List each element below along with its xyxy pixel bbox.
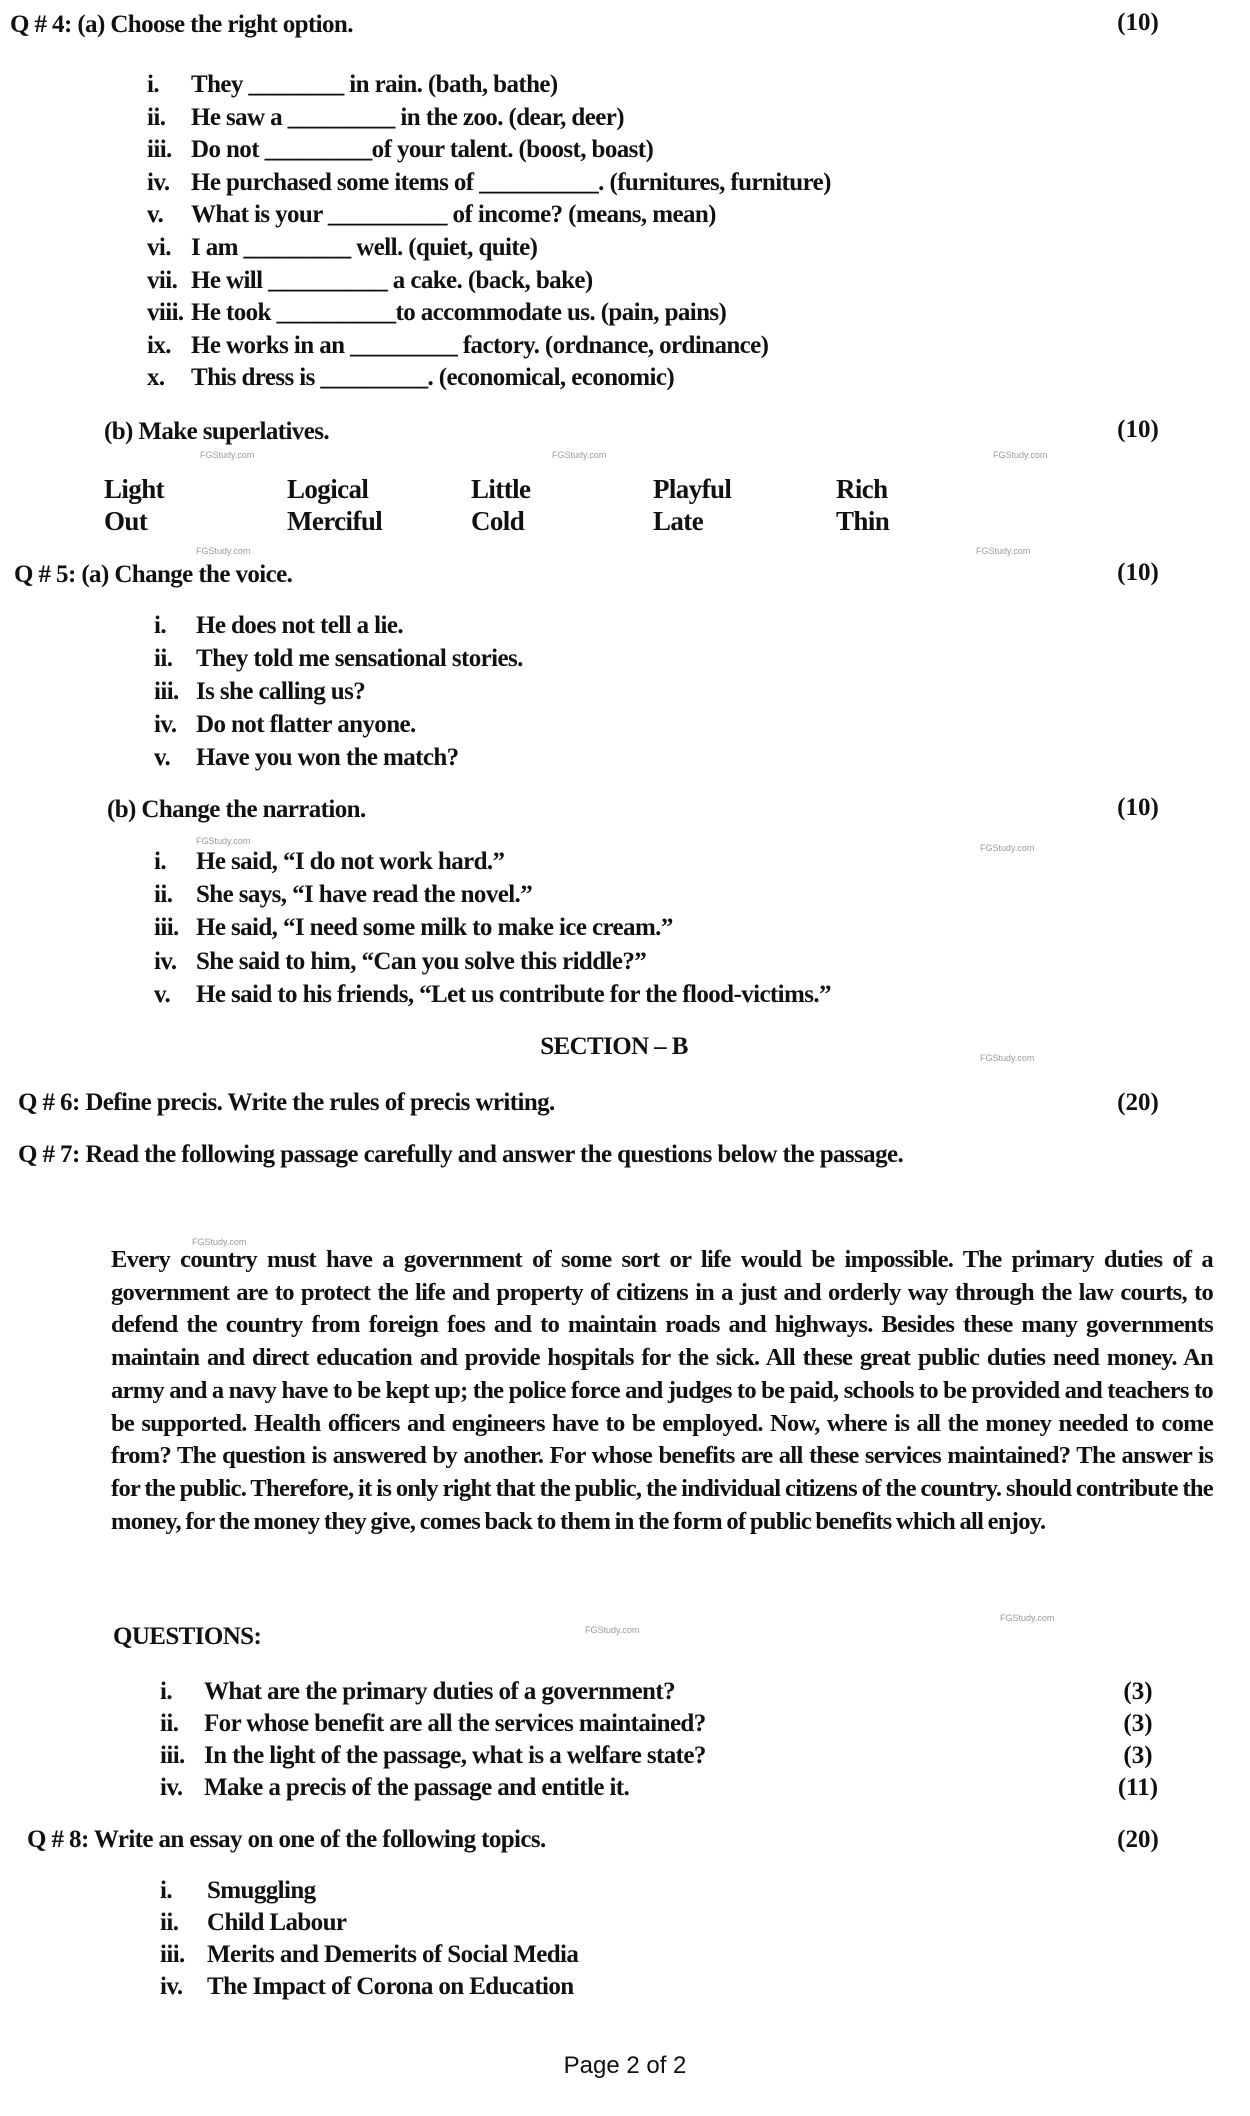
item-text: The Impact of Corona on Education xyxy=(207,1973,574,2000)
item-numeral: ii. xyxy=(160,1710,179,1737)
item-text: He said to his friends, “Let us contribute for the flood-victims.” xyxy=(196,980,831,1008)
q6-heading: Q # 6: Define precis. Write the rules of precis writing. xyxy=(18,1089,555,1116)
q8-marks: (20) xyxy=(1117,1826,1159,1853)
item-numeral: iii. xyxy=(147,136,172,164)
item-text: Child Labour xyxy=(207,1909,347,1936)
item-text: She says, “I have read the novel.” xyxy=(196,881,533,909)
item-text: This dress is _________. (economical, economic) xyxy=(191,364,675,392)
item-numeral: vi. xyxy=(147,234,171,261)
item-text: They told me sensational stories. xyxy=(196,645,523,672)
item-numeral: iv. xyxy=(154,711,177,738)
watermark: FGStudy.com xyxy=(1000,1613,1055,1623)
watermark: FGStudy.com xyxy=(585,1625,640,1635)
superlative-word: Late xyxy=(653,506,704,536)
item-numeral: iv. xyxy=(154,947,177,975)
item-numeral: ii. xyxy=(154,645,173,672)
superlative-word: Merciful xyxy=(287,506,383,536)
item-numeral: iii. xyxy=(160,1742,185,1769)
item-text: Merits and Demerits of Social Media xyxy=(207,1941,579,1968)
item-numeral: i. xyxy=(147,71,159,98)
item-text: In the light of the passage, what is a welfare state? xyxy=(204,1742,706,1769)
section-b-heading: SECTION – B xyxy=(540,1033,688,1060)
q4-marks: (10) xyxy=(1117,9,1159,36)
item-text: He said, “I need some milk to make ice cream.” xyxy=(196,914,673,942)
watermark: FGStudy.com xyxy=(980,1053,1035,1063)
q7-passage: Every country must have a government of some sort or life would be impossible. The primary duties of a government are to protect the life and property of citizens in a just and orderly way through the law courts, to defend the country from foreign foes and to maintain roads and highways. Besides these many governments maintain and direct education and provide hospitals for the sick. All these great public duties need money. An army and a navy have to be kept up; the police force and judges to be paid, schools to be provided and teachers to be supported. Health officers and engineers have to be employed. Now, where is all the money needed to come from? The question is answered by another. For whose benefits are all these services maintained? The answer is for the public. Therefore, it is only right that the public, the individual citizens of the country. should contribute the money, for the money they give, comes back to them in the form of public benefits which all enjoy. xyxy=(111,1246,1213,1535)
item-marks: (3) xyxy=(1123,1742,1153,1769)
item-text: Make a precis of the passage and entitle it. xyxy=(204,1774,630,1801)
item-text: Do not _________of your talent. (boost, boast) xyxy=(191,136,654,164)
item-numeral: iv. xyxy=(160,1973,183,2000)
item-text: He will __________ a cake. (back, bake) xyxy=(191,266,593,294)
q5-marks: (10) xyxy=(1117,559,1159,586)
superlative-word: Thin xyxy=(836,506,890,536)
item-text: What are the primary duties of a government? xyxy=(204,1678,675,1705)
item-marks: (3) xyxy=(1123,1678,1153,1705)
item-text: Smuggling xyxy=(207,1877,316,1904)
item-numeral: x. xyxy=(147,364,165,392)
item-numeral: i. xyxy=(160,1877,172,1904)
item-text: I am _________ well. (quiet, quite) xyxy=(191,234,538,261)
item-numeral: iv. xyxy=(160,1774,183,1801)
item-text: He said, “I do not work hard.” xyxy=(196,848,505,875)
item-numeral: ii. xyxy=(154,881,173,909)
item-numeral: v. xyxy=(147,201,164,229)
q6-marks: (20) xyxy=(1117,1089,1159,1116)
item-numeral: ii. xyxy=(147,103,166,131)
watermark: FGStudy.com xyxy=(196,546,251,556)
item-text: For whose benefit are all the services maintained? xyxy=(204,1710,706,1737)
item-numeral: v. xyxy=(154,980,171,1008)
superlative-word: Cold xyxy=(471,506,525,536)
item-numeral: iii. xyxy=(154,914,179,942)
item-numeral: iii. xyxy=(160,1941,185,1968)
questions-heading: QUESTIONS: xyxy=(113,1623,262,1650)
watermark: FGStudy.com xyxy=(192,1237,247,1247)
superlative-word: Light xyxy=(104,474,165,504)
item-text: What is your __________ of income? (means, mean) xyxy=(191,201,716,229)
item-text: Is she calling us? xyxy=(196,678,366,705)
item-text: Do not flatter anyone. xyxy=(196,711,416,738)
item-numeral: ii. xyxy=(160,1909,179,1936)
item-text: He purchased some items of __________. (furnitures, furniture) xyxy=(191,168,831,196)
item-text: He does not tell a lie. xyxy=(196,612,404,639)
superlative-word: Little xyxy=(471,474,531,504)
page-number: Page 2 of 2 xyxy=(563,2052,687,2079)
item-text: They ________ in rain. (bath, bathe) xyxy=(191,71,558,98)
watermark: FGStudy.com xyxy=(552,450,607,460)
q5b-marks: (10) xyxy=(1117,794,1159,821)
superlative-word: Logical xyxy=(287,474,369,504)
item-text: He works in an _________ factory. (ordnance, ordinance) xyxy=(191,331,769,359)
watermark: FGStudy.com xyxy=(196,836,251,846)
watermark: FGStudy.com xyxy=(976,546,1031,556)
item-numeral: i. xyxy=(154,848,166,875)
superlative-word: Out xyxy=(104,506,148,536)
item-numeral: iv. xyxy=(147,168,170,196)
watermark: FGStudy.com xyxy=(200,450,255,460)
watermark: FGStudy.com xyxy=(980,843,1035,853)
item-numeral: i. xyxy=(160,1678,172,1705)
q4b-marks: (10) xyxy=(1117,416,1159,443)
item-numeral: vii. xyxy=(147,266,178,294)
item-numeral: iii. xyxy=(154,678,179,705)
superlative-word: Playful xyxy=(653,474,732,504)
q4b-heading: (b) Make superlatives. xyxy=(104,418,329,445)
superlative-word: Rich xyxy=(836,474,888,504)
item-text: He saw a _________ in the zoo. (dear, deer) xyxy=(191,103,624,131)
item-numeral: v. xyxy=(154,744,171,771)
item-text: She said to him, “Can you solve this riddle?” xyxy=(196,947,647,975)
item-marks: (3) xyxy=(1123,1710,1153,1737)
q8-heading: Q # 8: Write an essay on one of the following topics. xyxy=(27,1826,546,1853)
item-text: He took __________to accommodate us. (pain, pains) xyxy=(191,299,727,327)
watermark: FGStudy.com xyxy=(993,450,1048,460)
q5-heading: Q # 5: (a) Change the voice. xyxy=(14,561,293,588)
item-numeral: ix. xyxy=(147,331,171,359)
q4-heading: Q # 4: (a) Choose the right option. xyxy=(10,11,353,38)
item-text: Have you won the match? xyxy=(196,744,459,771)
item-marks: (11) xyxy=(1117,1774,1159,1801)
q5b-heading: (b) Change the narration. xyxy=(107,796,366,823)
q7-heading: Q # 7: Read the following passage carefully and answer the questions below the passage. xyxy=(18,1141,904,1168)
item-numeral: i. xyxy=(154,612,166,639)
item-numeral: viii. xyxy=(147,299,184,327)
